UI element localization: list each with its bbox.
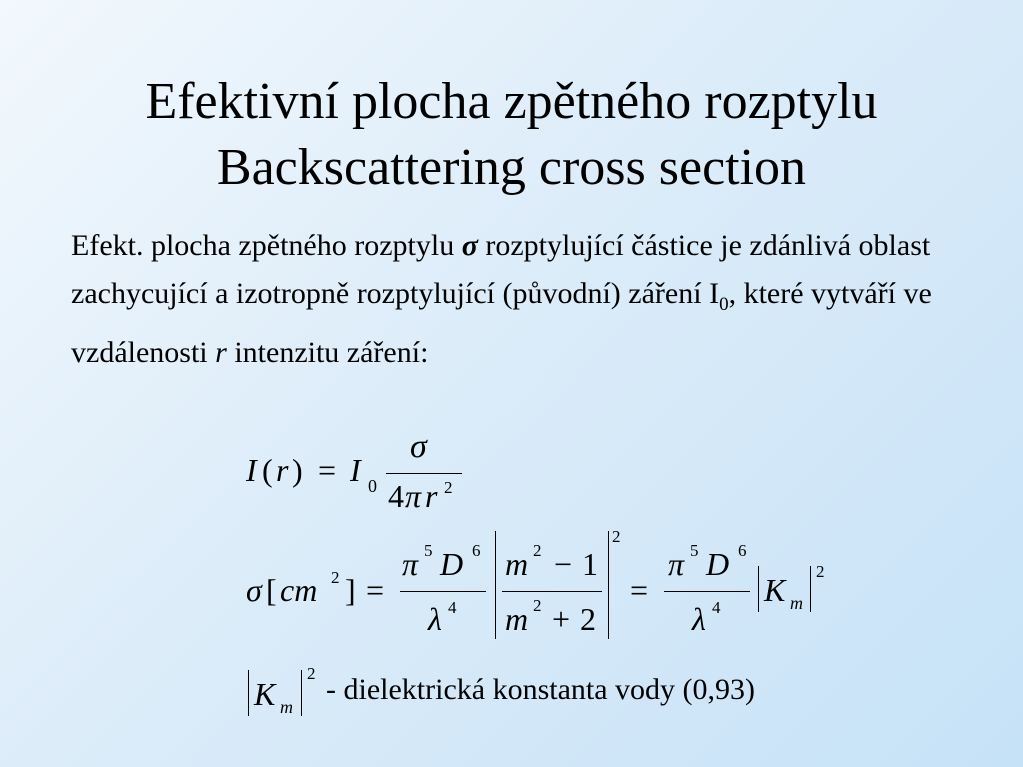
eq2-equals: = [366,572,385,608]
para-text-b: rozptylující částice je zdánlivá oblast zachycující a izotropně rozptylující (původní) záření I [71,229,931,310]
para-text-d: intenzitu záření: [226,336,429,369]
eq1-I0: I [350,452,361,488]
eq2-den-lambda: λ [428,601,442,637]
eq2-D-exp: 6 [472,541,481,560]
eq2-num-D: D [440,546,464,582]
eq2-fraction-bar-1 [400,591,486,592]
sigma-symbol: σ [461,229,478,262]
eq1-close-paren: ) [292,452,303,488]
eq1-den-exp: 2 [444,478,453,497]
eq3-K: K [254,676,276,712]
eq3-description: - dielektrická konstanta vody (0,93) [326,673,756,706]
eq2-K: K [764,572,786,608]
eq1-den-r: r [425,478,438,514]
eq2-abs-left [495,531,496,639]
slide-title-czech: Efektivní plocha zpětného rozptylu [145,73,878,130]
eq2-m-top-exp: 2 [533,541,542,560]
eq3-abs-right [301,670,302,716]
eq2-num-pi: π [402,546,419,582]
eq2-sigma: σ [246,572,262,608]
eq2-abs-exp: 2 [612,527,621,546]
r-symbol: r [215,336,227,369]
para-text-c: , které vytváří ve vzdálenosti [71,277,932,369]
eq2-den-lambda-2: λ [692,601,706,637]
eq2-K-abs-left [758,566,759,612]
eq2-fraction-bar-2 [502,591,602,592]
eq2-lbracket: [ [266,572,277,608]
para-text-a: Efekt. plocha zpětného rozptylu [71,229,462,262]
subscript-zero: 0 [719,294,729,315]
eq2-K-abs-right [810,566,811,612]
eq1-I: I [246,452,257,488]
eq2-num-pi-2: π [668,546,685,582]
eq2-m-bot-exp: 2 [533,596,542,615]
eq1-den-pi: π [405,478,422,514]
eq3-abs-left [248,670,249,716]
eq2-pi-exp: 5 [424,541,433,560]
eq2-lambda-exp: 4 [448,598,457,617]
eq2-num-D-2: D [706,546,730,582]
eq2-abs-right [608,531,609,639]
slide-title-english: Backscattering cross section [216,139,807,196]
eq2-one: 1 [582,546,598,582]
eq2-m-bot: m [505,601,529,637]
eq2-lambda2-exp: 4 [712,598,721,617]
eq2-cm-exp: 2 [331,568,340,587]
eq2-D2-exp: 6 [738,541,747,560]
eq2-K-sub: m [790,593,803,613]
eq2-pi2-exp: 5 [690,541,699,560]
eq2-rbracket: ] [345,572,356,608]
eq2-fraction-bar-3 [664,591,750,592]
eq2-plus: + [552,601,571,637]
eq1-fraction-bar [386,473,462,474]
eq1-r: r [276,452,289,488]
eq3-K-exp: 2 [307,664,316,683]
eq1-num-sigma: σ [410,428,427,465]
eq2-cm: cm [280,572,318,608]
eq1-sub-zero: 0 [368,476,377,496]
eq2-m-top: m [505,546,529,582]
eq2-K-exp: 2 [816,562,825,581]
eq2-two: 2 [580,601,596,637]
eq2-equals-2: = [630,572,649,608]
eq3-K-sub: m [280,697,293,717]
eq2-minus: − [554,546,573,582]
eq1-equals: = [318,452,337,488]
definition-paragraph [71,222,981,377]
eq1-open-paren: ( [262,452,273,488]
eq1-den-4: 4 [388,478,404,514]
